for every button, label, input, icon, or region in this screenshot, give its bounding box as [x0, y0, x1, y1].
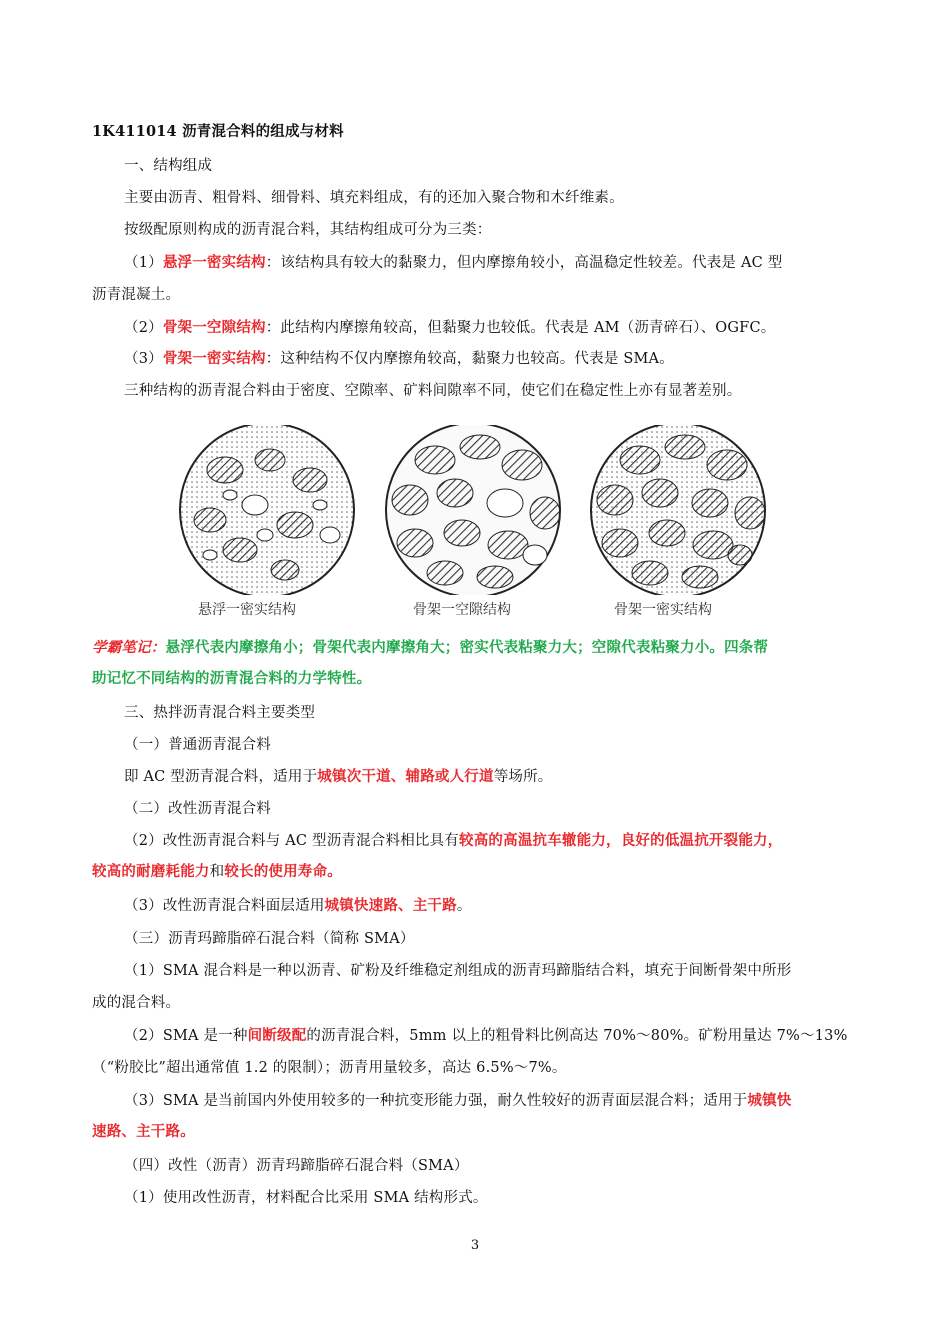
subheading-modified: （二）改性沥青混合料: [124, 801, 271, 817]
caption-suspended-dense: 悬浮一密实结构: [198, 602, 296, 618]
paragraph-differences: 三种结构的沥青混合料由于密度、空隙率、矿料间隙率不同，使它们在稳定性上亦有显著差别。: [124, 383, 742, 399]
structure-diagrams: [170, 425, 780, 595]
subheading-ordinary: （一）普通沥青混合料: [124, 737, 271, 753]
structure-item-1: （1）悬浮一密实结构：该结构具有较大的黏聚力，但内摩擦角较小，高温稳定性较差。代表是 AC 型: [124, 254, 783, 271]
paragraph-ac-type: 即 AC 型沥青混合料，适用于城镇次干道、辅路或人行道等场所。: [124, 768, 553, 785]
structure-item-1-cont: 沥青混凝土。: [92, 287, 181, 303]
term-suspended-dense: 悬浮一密实结构: [162, 254, 266, 271]
paragraph-sma-3-cont: 速路、主干路。: [92, 1123, 195, 1140]
paragraph-sma-2-cont: （“粉胶比”超出通常值 1.2 的限制）；沥青用量较多，高达 6.5%～7%。: [92, 1060, 567, 1076]
paragraph-sma-3: （3）SMA 是当前国内外使用较多的一种抗变形能力强，耐久性较好的沥青面层混合料；适用于城镇快: [124, 1092, 792, 1109]
paragraph-sma-1-cont: 成的混合料。: [92, 995, 181, 1011]
structure-item-2: （2）骨架一空隙结构：此结构内摩擦角较高，但黏聚力也较低。代表是 AM（沥青碎石）、OGFC。: [124, 319, 776, 336]
paragraph-classification: 按级配原则构成的沥青混合料，其结构组成可分为三类：: [124, 222, 492, 238]
paragraph-modified-application: （3）改性沥青混合料面层适用城镇快速路、主干路。: [124, 897, 472, 914]
subheading-hot-mix-types: 三、热拌沥青混合料主要类型: [124, 705, 316, 721]
term-skeleton-dense: 骨架一密实结构: [162, 350, 266, 367]
paragraph-modified-advantages-cont: 较高的耐磨耗能力和较长的使用寿命。: [92, 863, 342, 880]
subheading-modified-sma: （四）改性（沥青）沥青玛蹄脂碎石混合料（SMA）: [124, 1158, 469, 1174]
page-number: 3: [470, 1238, 480, 1253]
structure-item-3: （3）骨架一密实结构：这种结构不仅内摩擦角较高，黏聚力也较高。代表是 SMA。: [124, 350, 674, 367]
diagram-skeleton-void: [386, 425, 560, 595]
term-skeleton-void: 骨架一空隙结构: [162, 319, 266, 336]
paragraph-modified-sma-1: （1）使用改性沥青，材料配合比采用 SMA 结构形式。: [124, 1190, 488, 1206]
caption-skeleton-dense: 骨架一密实结构: [614, 602, 712, 618]
paragraph-modified-advantages: （2）改性沥青混合料与 AC 型沥青混合料相比具有较高的高温抗车辙能力，良好的低温抗开裂能力，: [124, 832, 783, 849]
structure-figure: [170, 425, 780, 625]
paragraph-sma-1: （1）SMA 混合料是一种以沥青、矿粉及纤维稳定剂组成的沥青玛蹄脂结合料，填充于间断骨架中所形: [124, 963, 792, 979]
section-heading: 1K411014 沥青混合料的组成与材料: [92, 123, 344, 140]
subheading-sma: （三）沥青玛蹄脂碎石混合料（简称 SMA）: [124, 931, 415, 947]
caption-skeleton-void: 骨架一空隙结构: [413, 602, 511, 618]
diagram-suspended-dense: [180, 425, 354, 595]
paragraph-sma-2: （2）SMA 是一种间断级配的沥青混合料，5mm 以上的粗骨料比例高达 70%～80%。矿粉用量达 7%～13%: [124, 1027, 848, 1044]
diagram-skeleton-dense: [591, 425, 765, 595]
subheading-structure: 一、结构组成: [124, 158, 213, 174]
study-note-cont: 助记忆不同结构的沥青混合料的力学特性。: [92, 670, 372, 687]
paragraph-composition: 主要由沥青、粗骨料、细骨料、填充料组成，有的还加入聚合物和木纤维素。: [124, 190, 624, 206]
study-note-label: 学霸笔记：: [92, 639, 166, 656]
study-note: 学霸笔记：悬浮代表内摩擦角小；骨架代表内摩擦角大；密实代表粘聚力大；空隙代表粘聚力小。四条帮: [92, 639, 769, 656]
